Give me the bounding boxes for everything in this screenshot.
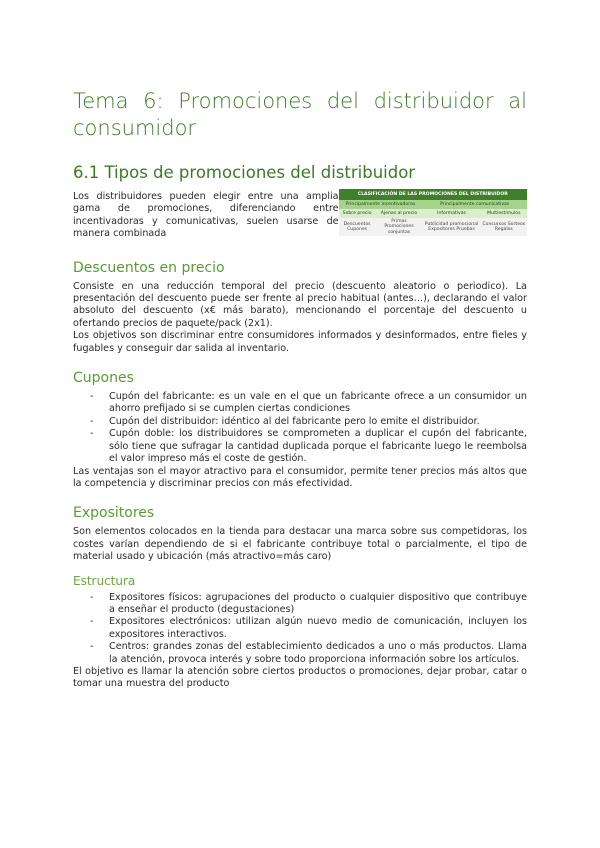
table-example: Publicidad promocional Expositores Pruebas xyxy=(422,218,480,236)
list-item xyxy=(73,391,527,416)
list-item-text: Expositores físicos: agrupaciones del producto o cualquier dispositivo que contribuye a enseñar el producto (degustaciones) xyxy=(109,591,527,615)
intro-paragraph: Los distribuidores pueden elegir entre una amplia gama de promociones, diferenciando entre incentivadoras y comunicativas, suelen usarse de manera combinada xyxy=(73,191,339,240)
dash-bullet: - xyxy=(90,616,94,628)
expositores-paragraph: Son elementos colocados en la tienda para destacar una marca sobre sus competidoras, los costes varían dependiendo de si el fabricante contribuye total o parcialmente, el tipo de material usado y ubicación (más atractivo=más caro) xyxy=(73,526,527,563)
list-item-text: Expositores electrónicos: utilizan algún nuevo medio de comunicación, incluyen los expositores interactivos. xyxy=(109,616,527,640)
cupones-list xyxy=(73,391,527,465)
table-example: Primas Promociones conjuntas xyxy=(376,218,423,236)
list-item-text: Cupón del fabricante: es un vale en el que un fabricante ofrece a un consumidor un ahorro prefijado si se cumplen ciertas condiciones xyxy=(109,391,527,415)
table-category: Informativas xyxy=(422,209,480,218)
expositores-objetivo: El objetivo es llamar la atención sobre ciertos productos o promociones, dejar probar, catar o tomar una muestra del producto xyxy=(73,665,527,690)
dash-bullet: - xyxy=(90,391,94,403)
list-item xyxy=(73,416,527,428)
list-item xyxy=(73,616,527,641)
list-item-text: Centros: grandes zonas del establecimiento dedicados a uno o más productos. Llama la atención, provoca interés y sobre todo proporciona información sobre los artículos. xyxy=(109,641,527,665)
table-group-incentivadoras: Principalmente incentivadoras xyxy=(339,200,423,209)
list-item xyxy=(73,592,527,617)
dash-bullet: - xyxy=(90,415,94,427)
classification-table xyxy=(339,189,527,236)
list-item xyxy=(73,428,527,465)
table-example: Descuentos Cupones xyxy=(339,218,376,236)
cupones-ventajas: Las ventajas son el mayor atractivo para el consumidor, permite tener precios más altos que la competencia y discriminar precios con más efectividad. xyxy=(73,465,527,489)
table-title: CLASIFICACIÓN DE LAS PROMOCIONES DEL DISTRIBUIDOR xyxy=(339,189,527,200)
table-category: Multiestímulos xyxy=(481,209,527,218)
list-item xyxy=(73,641,527,666)
table-category: Ajenas al precio xyxy=(376,209,423,218)
descuentos-paragraph: Consiste en una reducción temporal del precio (descuento aleatorio o periodico). La presentación del descuento puede ser frente al precio habitual (antes…), declarando el valor absoluto del descuento (x€ más barato), mencionando el porcentaje del descuento u ofertando precios de paquete/pack (2x1). xyxy=(73,280,527,329)
table-group-comunicativas: Principalmente comunicativas xyxy=(422,200,527,209)
descuentos-objetivos: Los objetivos son discriminar entre consumidores informados y desinformados, entre fieles y fugables y conseguir dar salida al inventario. xyxy=(73,330,527,354)
cupones-heading: Cupones xyxy=(73,370,134,387)
estructura-list xyxy=(73,592,527,666)
table-category: Sobre precio xyxy=(339,209,376,218)
dash-bullet: - xyxy=(90,428,94,440)
document-page xyxy=(73,88,527,691)
list-item-text: Cupón doble: los distribuidores se comprometen a duplicar el cupón del fabricante, sólo tiene que sufragar la cantidad duplicada porque el fabricante luego le reembolsa el valor impreso más el coste de gestión. xyxy=(109,428,527,465)
dash-bullet: - xyxy=(90,641,94,653)
dash-bullet: - xyxy=(90,591,94,603)
page-title: Tema 6: Promociones del distribuidor al consumidor xyxy=(73,89,527,140)
descuentos-heading: Descuentos en precio xyxy=(73,259,225,276)
section-heading: 6.1 Tipos de promociones del distribuidor xyxy=(73,163,416,182)
list-item-text: Cupón del distribuidor: idéntico al del fabricante pero lo emite el distribuidor. xyxy=(109,415,480,427)
estructura-heading: Estructura xyxy=(73,573,136,588)
expositores-heading: Expositores xyxy=(73,505,155,522)
table-example: Concursos Sorteos Regalos xyxy=(481,218,527,236)
intro-block xyxy=(73,191,527,241)
